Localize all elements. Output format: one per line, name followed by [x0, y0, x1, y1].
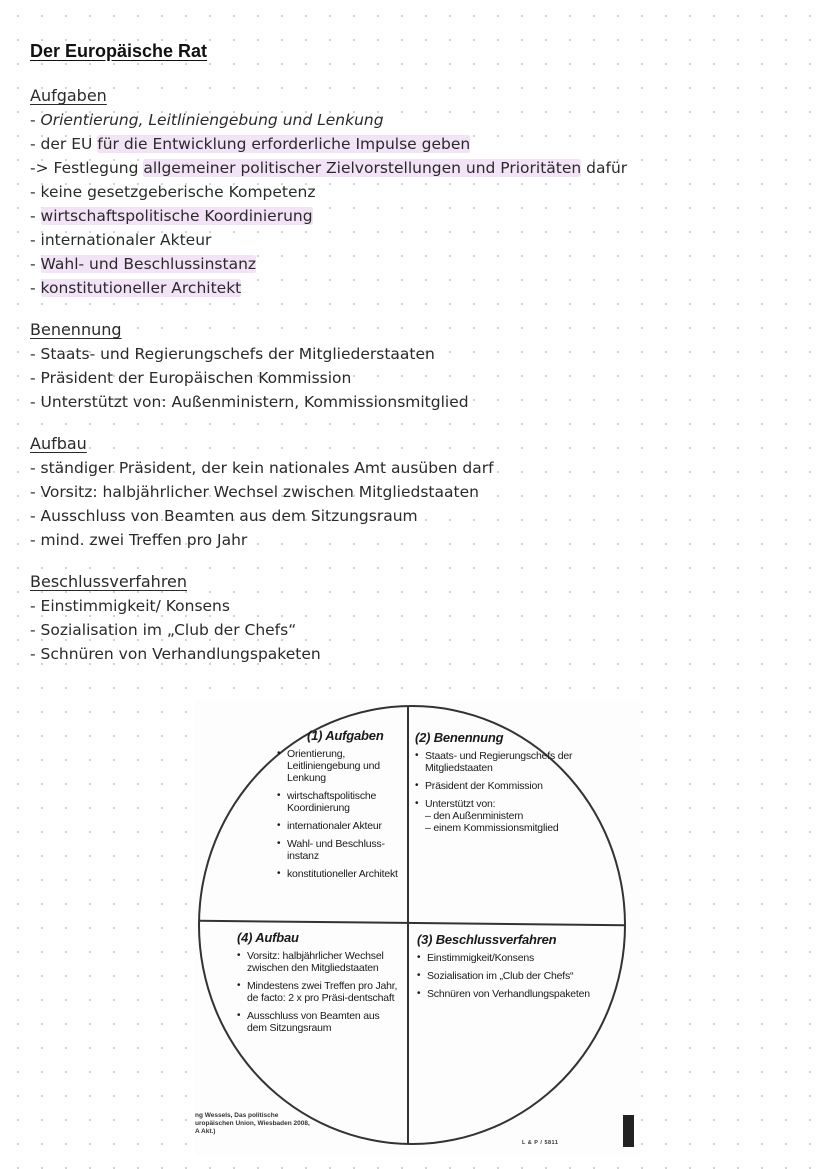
diagram-item: • Einstimmigkeit/Konsens	[417, 952, 602, 964]
item-text: -	[30, 207, 41, 225]
diagram-item: • Präsident der Kommission	[415, 780, 575, 792]
page-title: Der Europäische Rat	[30, 41, 208, 61]
diagram-item: • konstitutioneller Architekt	[277, 868, 407, 880]
diagram-subitem: – den Außenministern	[425, 810, 524, 822]
section-list	[30, 456, 810, 552]
section-aufgaben	[30, 84, 810, 300]
item-text: - Schnüren von Verhandlungspaketen	[30, 645, 321, 663]
item-text: - Präsident der Europäischen Kommission	[30, 369, 352, 387]
diagram-item: • Sozialisation im „Club der Chefs“	[417, 970, 602, 982]
list-item	[30, 366, 810, 390]
item-text: - Einstimmigkeit/ Konsens	[30, 597, 230, 615]
diagram-vertical-divider	[407, 706, 409, 1144]
diagram-item: • wirtschaftspolitische Koordinierung	[277, 790, 407, 814]
section-benennung	[30, 318, 810, 414]
section-heading: Aufgaben	[30, 86, 107, 105]
item-text: - mind. zwei Treffen pro Jahr	[30, 531, 248, 549]
quadrant-list	[277, 748, 407, 880]
list-item	[30, 228, 810, 252]
item-text: - Ausschluss von Beamten aus dem Sitzungsraum	[30, 507, 418, 525]
item-text: -	[30, 279, 41, 297]
diagram-item: • Vorsitz: halbjährlicher Wechsel zwischen den Mitgliedstaaten	[237, 950, 402, 974]
list-item	[30, 156, 810, 180]
source-code: L & P / 5811	[522, 1140, 559, 1146]
scanned-diagram	[195, 700, 640, 1155]
item-text: - keine gesetzgeberische Kompetenz	[30, 183, 316, 201]
item-text: -	[30, 111, 41, 129]
diagram-item: • Wahl- und Beschluss-instanz	[277, 838, 407, 862]
section-heading: Benennung	[30, 320, 122, 339]
quadrant-benennung	[415, 730, 575, 840]
item-text: dafür	[581, 159, 628, 177]
section-list	[30, 342, 810, 414]
section-beschlussverfahren	[30, 570, 810, 666]
list-item	[30, 528, 810, 552]
list-item	[30, 204, 810, 228]
section-list	[30, 108, 810, 300]
list-item	[30, 618, 810, 642]
diagram-item: • Orientierung, Leitliniengebung und Lenkung	[277, 748, 407, 784]
highlighted-text: Wahl- und Beschlussinstanz	[40, 255, 257, 273]
highlighted-text: allgemeiner politischer Zielvorstellungen und Prioritäten	[143, 159, 582, 177]
item-text: - internationaler Akteur	[30, 231, 212, 249]
list-item	[30, 642, 810, 666]
quadrant-heading: (2) Benennung	[415, 730, 504, 745]
list-item	[30, 276, 810, 300]
quadrant-list	[417, 952, 602, 1000]
list-item	[30, 108, 810, 132]
highlighted-text: wirtschaftspolitische Koordinierung	[40, 207, 313, 225]
list-item	[30, 180, 810, 204]
scan-edge-mark	[623, 1115, 634, 1147]
item-text: - ständiger Präsident, der kein nationales Amt ausüben darf	[30, 459, 494, 477]
list-item	[30, 504, 810, 528]
diagram-item: • Staats- und Regierungschefs der Mitgliedstaaten	[415, 750, 575, 774]
quadrant-heading: (3) Beschlussverfahren	[417, 932, 557, 947]
quadrant-heading: (4) Aufbau	[237, 930, 299, 945]
diagram-item: • Schnüren von Verhandlungspaketen	[417, 988, 602, 1000]
item-text: - Unterstützt von: Außenministern, Kommissionsmitglied	[30, 393, 469, 411]
quadrant-list	[237, 950, 402, 1034]
highlighted-text: konstitutioneller Architekt	[40, 279, 242, 297]
notes-sections	[30, 84, 810, 666]
diagram-item: • internationaler Akteur	[277, 820, 407, 832]
section-list	[30, 594, 810, 666]
list-item	[30, 390, 810, 414]
diagram-subitem: – einem Kommissionsmitglied	[425, 822, 559, 834]
list-item	[30, 132, 810, 156]
quadrant-aufbau	[237, 930, 402, 1040]
diagram-item: • Mindestens zwei Treffen pro Jahr, de facto: 2 x pro Präsi-dentschaft	[237, 980, 402, 1004]
section-heading: Aufbau	[30, 434, 87, 453]
item-text: - Vorsitz: halbjährlicher Wechsel zwischen Mitgliedstaaten	[30, 483, 479, 501]
notes-page	[30, 36, 810, 666]
item-text: - Staats- und Regierungschefs der Mitgliederstaaten	[30, 345, 435, 363]
list-item	[30, 480, 810, 504]
quadrant-beschlussverfahren	[417, 932, 602, 1006]
list-item	[30, 456, 810, 480]
highlighted-text: für die Entwicklung erforderliche Impulse geben	[97, 135, 471, 153]
quadrant-heading: (1) Aufgaben	[307, 728, 384, 743]
quadrant-aufgaben	[277, 728, 407, 886]
quadrant-list	[415, 750, 575, 834]
source-credit: ng Wessels, Das politische uropäischen Union, Wiesbaden 2008, A Akt.)	[195, 1112, 310, 1135]
list-item	[30, 342, 810, 366]
italic-text: Orientierung, Leitliniengebung und Lenkung	[40, 111, 384, 129]
item-text: -	[30, 255, 41, 273]
section-heading: Beschlussverfahren	[30, 572, 188, 591]
diagram-item: • Ausschluss von Beamten aus dem Sitzungsraum	[237, 1010, 402, 1034]
item-text: -> Festlegung	[30, 159, 144, 177]
diagram-item: • Unterstützt von:	[415, 798, 575, 810]
item-text: - der EU	[30, 135, 98, 153]
list-item	[30, 252, 810, 276]
item-text: - Sozialisation im „Club der Chefs“	[30, 621, 297, 639]
list-item	[30, 594, 810, 618]
section-aufbau	[30, 432, 810, 552]
